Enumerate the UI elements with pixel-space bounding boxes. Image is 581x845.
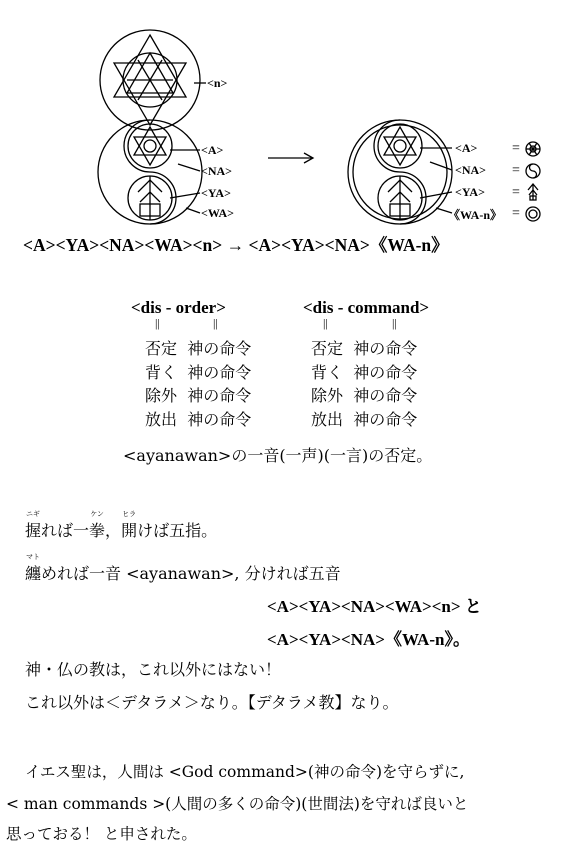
table-row xyxy=(145,384,251,408)
bar-mark: || xyxy=(155,316,160,330)
ayanawan-diagram xyxy=(0,0,581,230)
yin-yang-icon xyxy=(526,164,540,178)
n-circle-symbol xyxy=(100,30,200,130)
ruby-reading: マト xyxy=(26,553,40,561)
object: 神の命令 xyxy=(353,386,418,405)
ruby-reading: ヒラ xyxy=(122,510,137,518)
sixfold-flower-icon xyxy=(526,142,540,156)
verb: 除外 xyxy=(145,386,178,405)
verb: 否定 xyxy=(311,339,344,358)
table-row xyxy=(145,408,251,432)
object: 神の命令 xyxy=(187,386,252,405)
ruby-word: ヒラ 開 xyxy=(121,510,138,540)
bar-mark: || xyxy=(392,316,397,330)
para1-line2: マト 纏めれば一音 <ayanawan>, 分ければ五音 xyxy=(25,553,341,583)
label-a: <A> xyxy=(201,143,224,157)
para2-line2: < man commands >(人間の多くの命令)(世間法)を守れば良いと xyxy=(6,795,469,813)
object: 神の命令 xyxy=(353,339,418,358)
arrow-tree-icon xyxy=(528,184,538,200)
ruby-word: ニギ 握 xyxy=(25,510,42,540)
formula: <A><YA><NA><WA><n> → <A><YA><NA>《WA-n》 xyxy=(23,235,449,255)
object: 神の命令 xyxy=(187,409,252,429)
para1-line5: 神・仏の教は，これ以外にはない！ xyxy=(25,660,282,679)
object: 神の命令 xyxy=(353,362,418,382)
table-right-column xyxy=(311,337,417,431)
equals-sign: = xyxy=(512,141,520,156)
verb: 放出 xyxy=(145,409,178,429)
table-row xyxy=(311,337,417,361)
equals-sign: = xyxy=(512,206,520,221)
equals-sign: = xyxy=(512,163,520,178)
para1-line3: <A><YA><NA><WA><n> と xyxy=(267,597,482,616)
bar-mark: || xyxy=(213,316,218,330)
table-left-column xyxy=(145,337,251,431)
table-row xyxy=(311,408,417,432)
para2-line1: イエス聖は，人間は <God command>(神の命令)を守らずに, xyxy=(25,763,465,781)
para1-line1: ニギ 握れば一 ケン 拳， ヒラ 開けば五指。 xyxy=(25,510,218,540)
para1-line4: <A><YA><NA>《WA-n》。 xyxy=(267,630,470,649)
double-circle-icon xyxy=(526,207,540,221)
label-na: <NA> xyxy=(201,164,233,178)
verb: 否定 xyxy=(145,339,178,358)
verb: 除外 xyxy=(311,386,344,405)
verb: 背く xyxy=(145,362,178,382)
label-ya: <YA> xyxy=(201,186,231,200)
bar-mark: || xyxy=(323,316,328,330)
table-row xyxy=(145,337,251,361)
heading-dis-command: <dis - command> xyxy=(303,298,430,317)
object: 神の命令 xyxy=(187,362,252,382)
table-row xyxy=(145,361,251,385)
object: 神の命令 xyxy=(353,409,418,429)
label-wa: <WA> xyxy=(201,206,235,220)
table-row xyxy=(311,361,417,385)
right-label-a: <A> xyxy=(455,141,478,155)
table-row xyxy=(311,384,417,408)
ruby-word: ケン 拳 xyxy=(89,510,106,540)
ruby-reading: ケン xyxy=(90,510,104,518)
ruby-reading: ニギ xyxy=(26,510,40,518)
label-n: <n> xyxy=(207,76,228,90)
object: 神の命令 xyxy=(187,339,252,358)
ruby-word: マト 纏 xyxy=(25,553,42,583)
right-label-ya: <YA> xyxy=(455,185,485,199)
right-label-na: <NA> xyxy=(455,163,487,177)
heading-dis-order: <dis - order> xyxy=(131,298,226,317)
right-label-wa-n: 《WA-n》 xyxy=(448,208,503,222)
equals-sign: = xyxy=(512,185,520,200)
verb: 放出 xyxy=(311,409,344,429)
verb: 背く xyxy=(311,362,344,382)
caption: <ayanawan>の一音(一声)(一言)の否定。 xyxy=(123,446,433,465)
para2-line3: 思っておる！ と申された。 xyxy=(6,825,197,843)
para1-line6: これ以外は＜デタラメ＞なり。【デタラメ教】なり。 xyxy=(25,693,399,712)
